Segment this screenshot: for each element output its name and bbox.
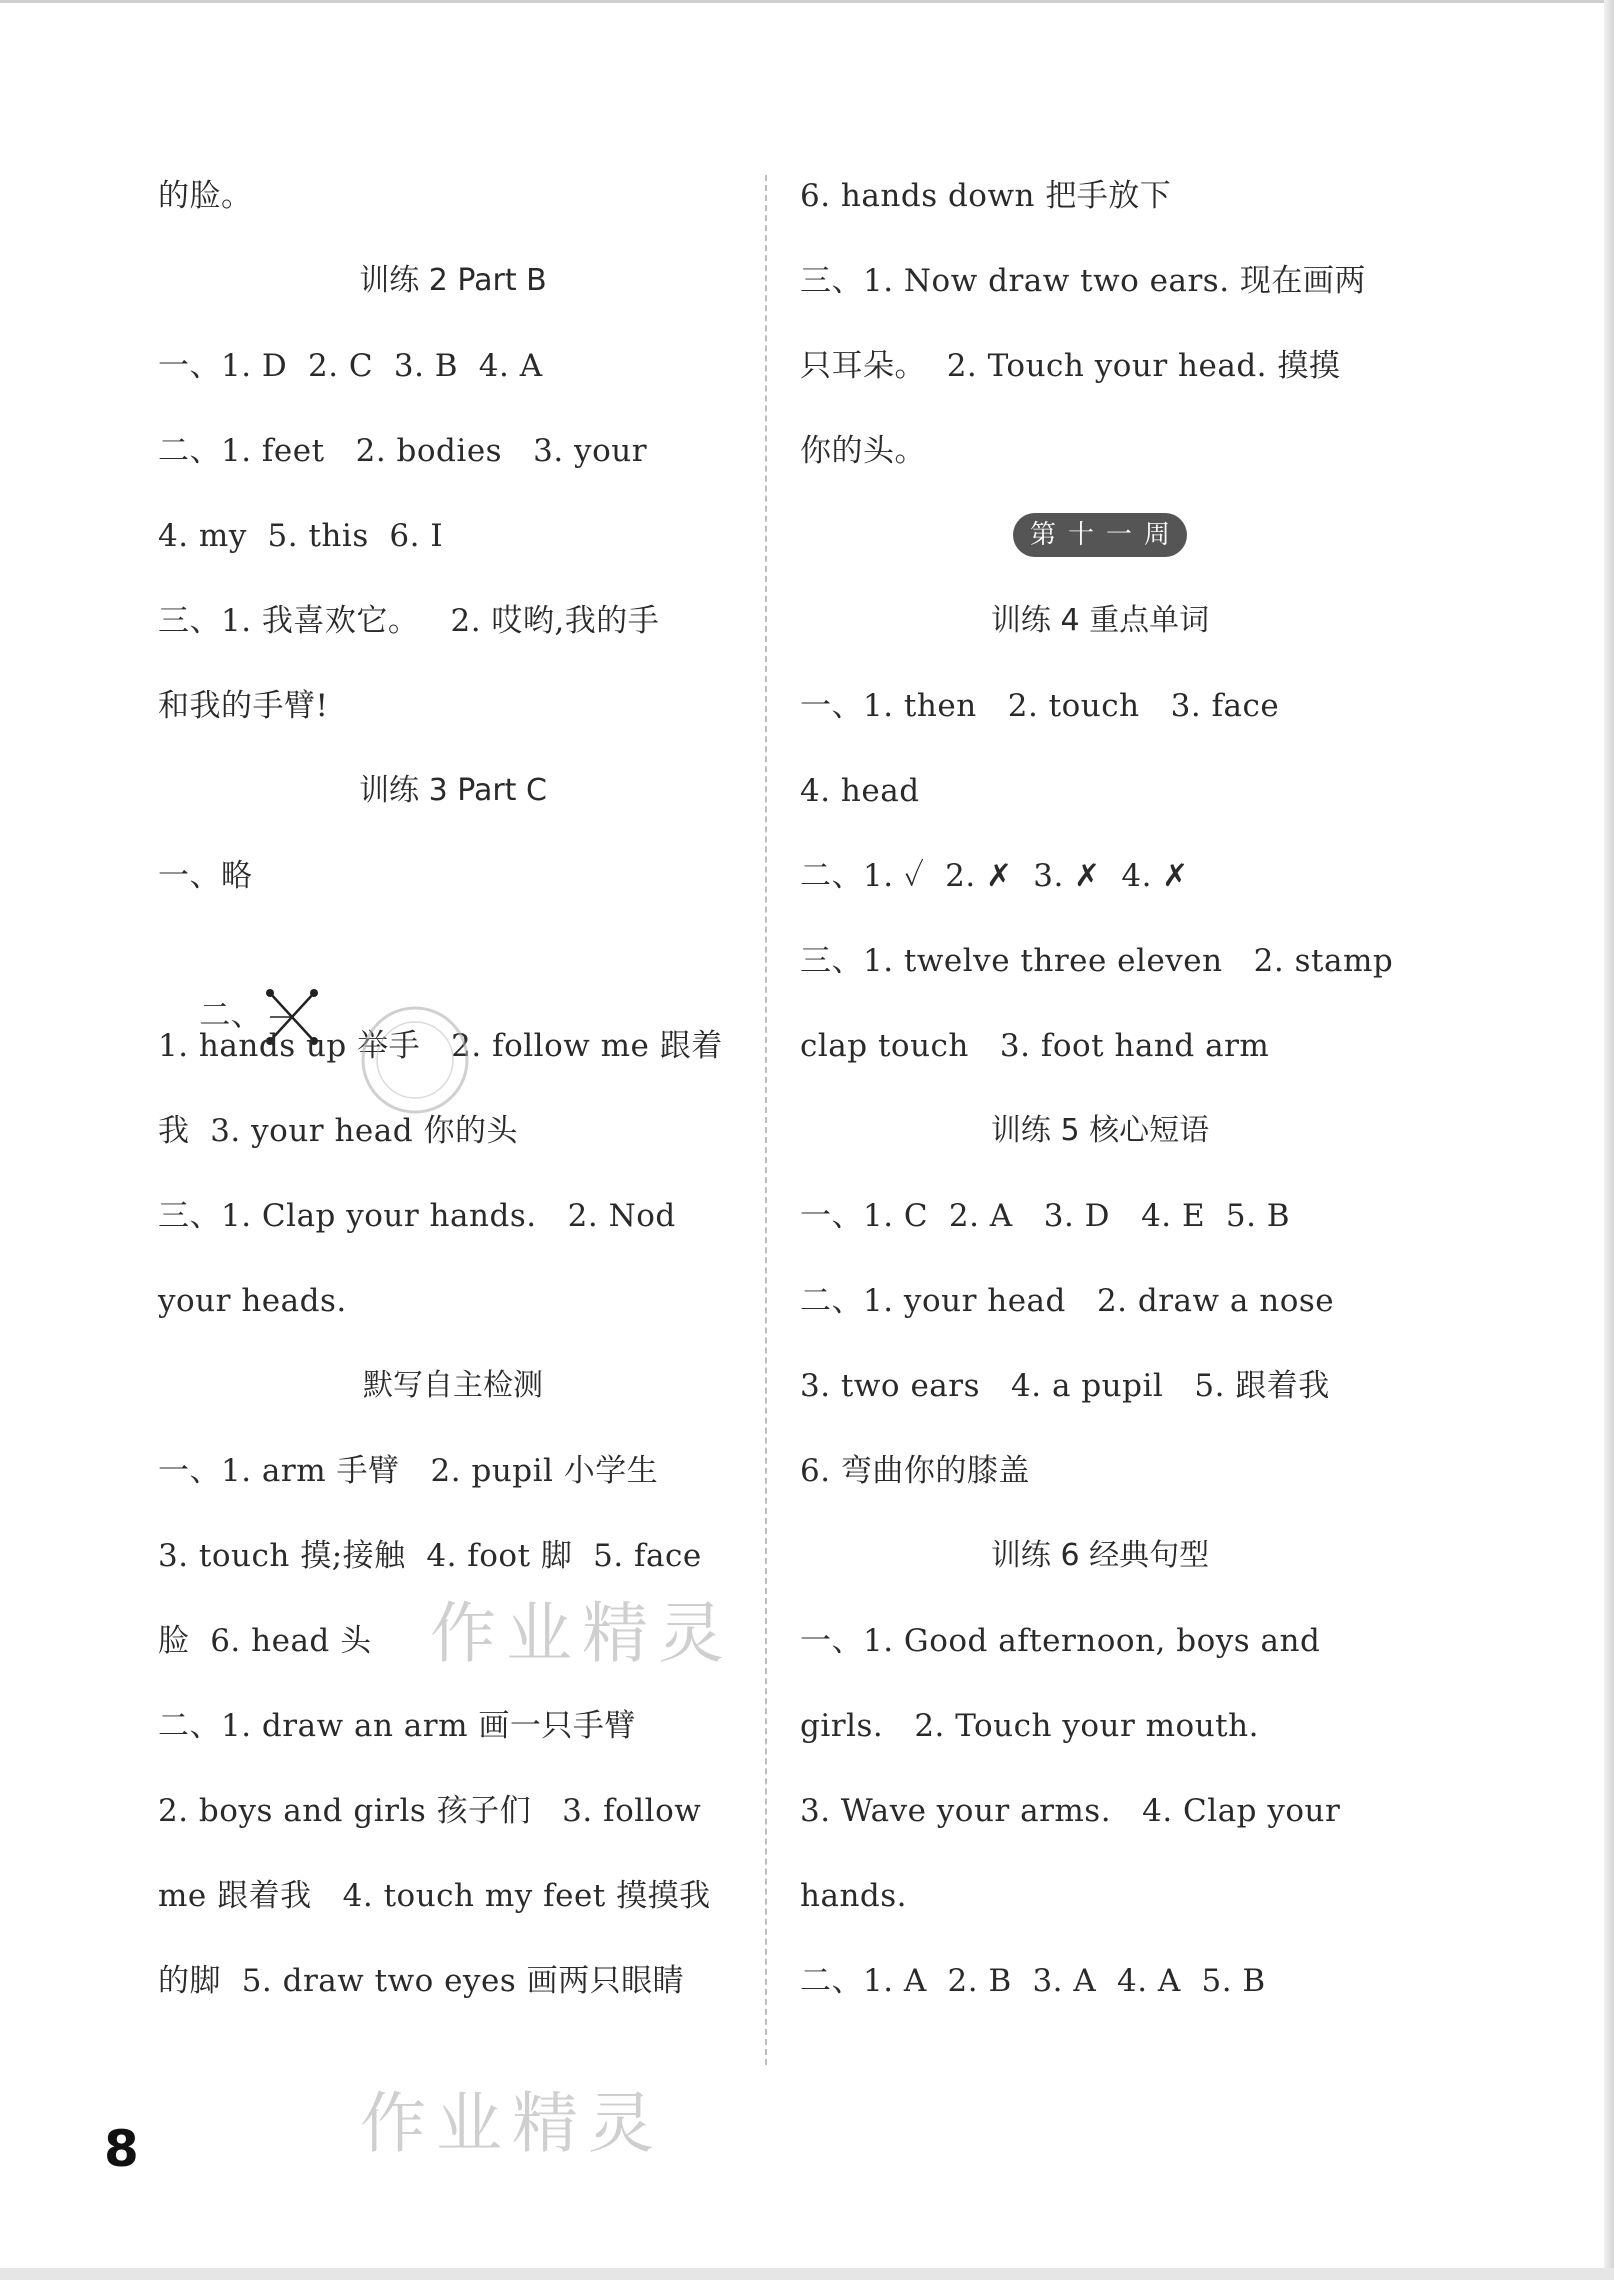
watermark-stamp-icon [345,1000,485,1120]
answer-line: 三、1. 我喜欢它。 2. 哎哟,我的手 [158,603,660,639]
answer-line: 一、略 [158,858,253,894]
top-edge-line [0,0,1614,3]
section-heading-training-2: 训练 2 Part B [359,263,547,298]
section-heading-training-3: 训练 3 Part C [359,773,547,808]
answer-line: 二、1. A 2. B 3. A 4. A 5. B [800,1963,1266,1999]
watermark-text: 作业精灵 [430,1595,734,1672]
answer-line: 你的头。 [800,433,926,469]
answer-line: 二、1. ✓ 2. ✗ 3. ✗ 4. ✗ [800,858,1189,894]
answer-line: 3. Wave your arms. 4. Clap your [800,1793,1341,1829]
right-column [800,170,1400,2040]
badge-char: 第 [1025,517,1061,553]
answer-line: 二、1. feet 2. bodies 3. your [158,433,648,469]
section-heading-training-4: 训练 4 重点单词 [990,603,1210,638]
answer-line: 一、1. C 2. A 3. D 4. E 5. B [800,1198,1291,1234]
answer-line: 3. two ears 4. a pupil 5. 跟着我 [800,1368,1330,1404]
answer-line: 1. hands up 举手 2. follow me 跟着 [158,1028,723,1064]
answer-line: 的脸。 [158,178,253,214]
bottom-edge [0,2268,1614,2280]
answer-line: 6. 弯曲你的膝盖 [800,1453,1030,1489]
answer-line: 我 3. your head 你的头 [158,1113,518,1149]
section-heading-training-5: 训练 5 核心短语 [990,1113,1210,1148]
answer-line: 和我的手臂! [158,688,329,724]
answer-line: 三、1. Now draw two ears. 现在画两 [800,263,1366,299]
page-edge-shadow [1604,0,1614,2280]
column-divider [765,175,767,2065]
answer-line: 三、1. twelve three eleven 2. stamp [800,943,1394,979]
answer-line: 6. hands down 把手放下 [800,178,1172,214]
page-number: 8 [104,2120,139,2178]
matching-label: 二、 [199,997,263,1034]
answer-line: me 跟着我 4. touch my feet 摸摸我 [158,1878,711,1914]
badge-char: 周 [1139,517,1175,553]
answer-line: 脸 6. head 头 [158,1623,372,1659]
answer-line: 一、1. then 2. touch 3. face [800,688,1280,724]
answer-line: 4. my 5. this 6. I [158,518,444,554]
answer-line: 2. boys and girls 孩子们 3. follow [158,1793,702,1829]
answer-line: 二、1. draw an arm 画一只手臂 [158,1708,636,1744]
answer-line: 3. touch 摸;接触 4. foot 脚 5. face [158,1538,702,1574]
answer-line: your heads. [158,1283,347,1319]
answer-line: clap touch 3. foot hand arm [800,1028,1270,1064]
answer-line: 只耳朵。 2. Touch your head. 摸摸 [800,348,1341,384]
badge-char: 十 [1063,517,1099,553]
answer-line: 三、1. Clap your hands. 2. Nod [158,1198,676,1234]
answer-line: girls. 2. Touch your mouth. [800,1708,1259,1744]
answer-line: 二、1. your head 2. draw a nose [800,1283,1335,1319]
week-badge [1013,513,1187,557]
answer-line: 一、1. arm 手臂 2. pupil 小学生 [158,1453,659,1489]
section-heading-dictation: 默写自主检测 [363,1368,543,1403]
answer-line: 一、1. Good afternoon, boys and [800,1623,1321,1659]
answer-line: 的脚 5. draw two eyes 画两只眼睛 [158,1963,685,1999]
answer-line: hands. [800,1878,908,1914]
answer-line: 4. head [800,773,920,809]
week-badge-row [800,510,1400,595]
watermark-text: 作业精灵 [360,2085,664,2162]
section-heading-training-6: 训练 6 经典句型 [990,1538,1210,1573]
badge-char: 一 [1101,517,1137,553]
answer-line: 一、1. D 2. C 3. B 4. A [158,348,543,384]
